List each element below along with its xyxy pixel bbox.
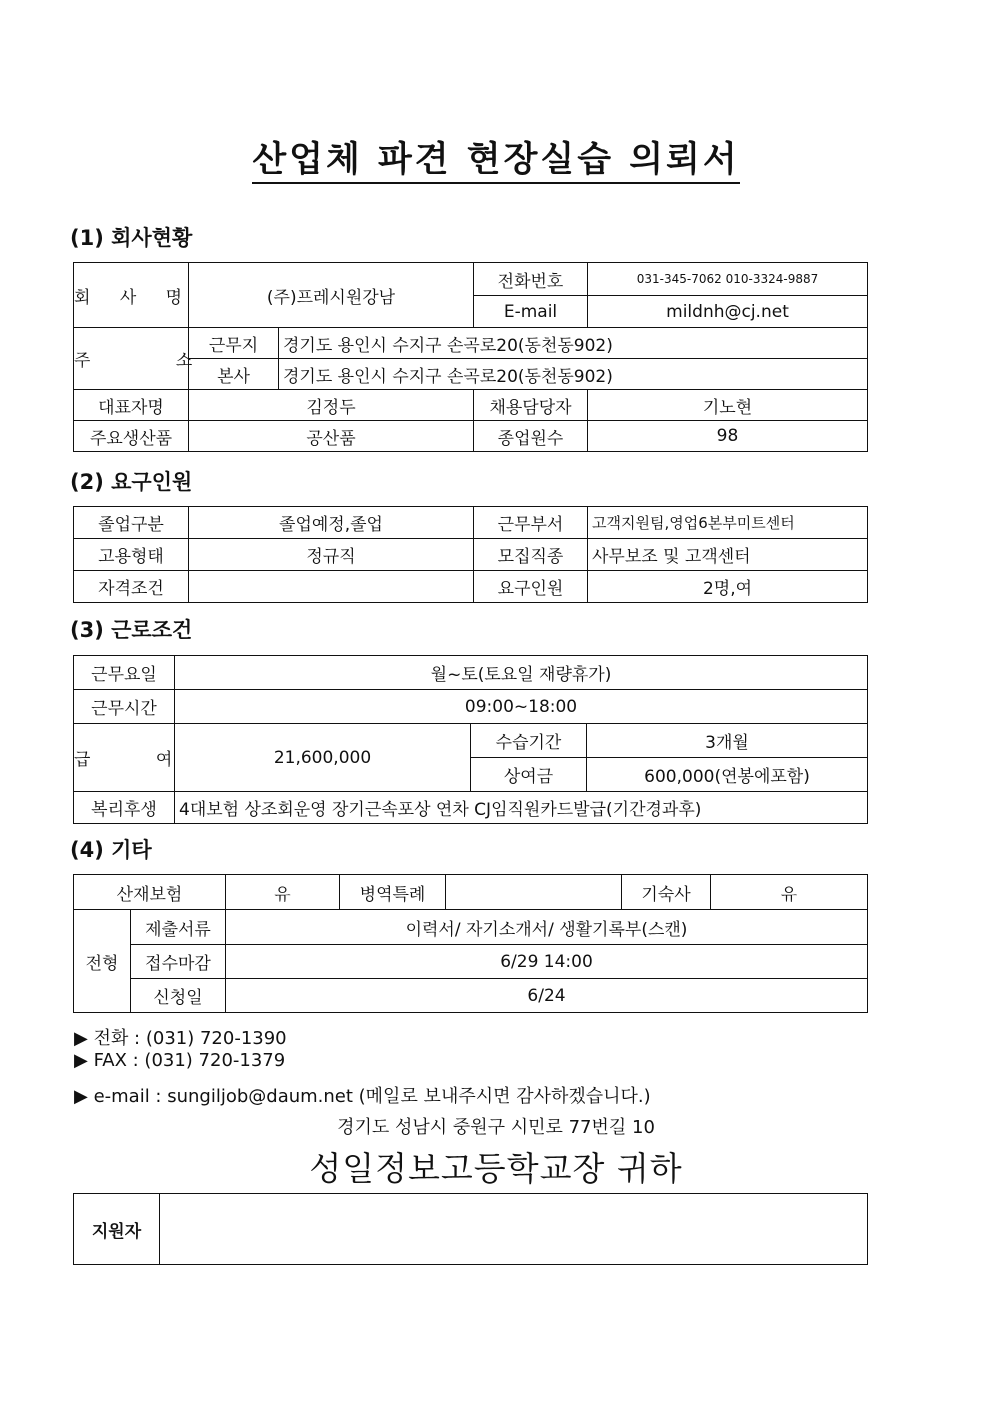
dept-value: 고객지원팀,영업6본부미트센터 [588, 507, 868, 539]
company-table [73, 262, 868, 452]
probation-value: 3개월 [587, 724, 868, 758]
requirements-table [73, 506, 868, 603]
docs-label: 제출서류 [131, 910, 226, 945]
applicant-field[interactable] [160, 1194, 868, 1265]
deadline-value: 6/29 14:00 [226, 945, 868, 979]
school-address: 경기도 성남시 중원구 시민로 77번길 10 [337, 1117, 655, 1138]
section-etc-heading: (4) 기타 [70, 838, 152, 862]
req-label: 요구인원 [474, 571, 588, 603]
apply-date-value: 6/24 [226, 979, 868, 1013]
job-label: 모집직종 [474, 539, 588, 571]
grad-value: 졸업예정,졸업 [189, 507, 474, 539]
military-value [446, 875, 622, 910]
conditions-table [73, 655, 868, 824]
applicant-label: 지원자 [74, 1194, 160, 1265]
salary-label: 급 여 [74, 724, 175, 792]
selection-label: 전형 [74, 910, 131, 1013]
hq-address: 경기도 용인시 수지구 손곡로20(동천동902) [279, 359, 868, 390]
ceo-label: 대표자명 [74, 390, 189, 421]
section-company-heading: (1) 회사현황 [70, 226, 193, 250]
dorm-label: 기숙사 [622, 875, 711, 910]
apply-date-label: 신청일 [131, 979, 226, 1013]
insurance-value: 유 [226, 875, 340, 910]
grad-label: 졸업구분 [74, 507, 189, 539]
qual-label: 자격조건 [74, 571, 189, 603]
docs-value: 이력서/ 자기소개서/ 생활기록부(스캔) [226, 910, 868, 945]
hours-value: 09:00~18:00 [175, 690, 868, 724]
email-label: E-mail [474, 296, 588, 328]
hr-name: 기노현 [588, 390, 868, 421]
contact-fax: ▶ FAX : (031) 720-1379 [74, 1050, 286, 1071]
military-label: 병역특례 [340, 875, 446, 910]
insurance-label: 산재보험 [74, 875, 226, 910]
hq-label: 본사 [189, 359, 279, 390]
contact-phone: ▶ 전화 : (031) 720-1390 [74, 1028, 287, 1049]
product: 공산품 [189, 421, 474, 452]
address-label: 주 소 [74, 328, 189, 390]
qual-value [189, 571, 474, 603]
probation-label: 수습기간 [471, 724, 587, 758]
salary-value: 21,600,000 [175, 724, 471, 792]
hr-label: 채용담당자 [474, 390, 588, 421]
work-site-address: 경기도 용인시 수지구 손곡로20(동천동902) [279, 328, 868, 359]
phone-label: 전화번호 [474, 263, 588, 296]
work-site-label: 근무지 [189, 328, 279, 359]
company-email: mildnh@cj.net [588, 296, 868, 328]
section-requirements-heading: (2) 요구인원 [70, 470, 193, 494]
days-value: 월~토(토요일 재량휴가) [175, 656, 868, 690]
req-value: 2명,여 [588, 571, 868, 603]
emp-type-label: 고용형태 [74, 539, 189, 571]
contact-email: ▶ e-mail : sungiljob@daum.net (메일로 보내주시면 감사하겠습니다.) [74, 1086, 651, 1107]
company-name-label: 회 사 명 [74, 263, 189, 328]
ceo-name: 김정두 [189, 390, 474, 421]
welfare-label: 복리후생 [74, 792, 175, 824]
document-title: 산업체 파견 현장실습 의뢰서 [0, 132, 992, 182]
deadline-label: 접수마감 [131, 945, 226, 979]
company-phone: 031-345-7062 010-3324-9887 [588, 263, 868, 296]
product-label: 주요생산품 [74, 421, 189, 452]
employees-label: 종업원수 [474, 421, 588, 452]
company-name: (주)프레시원강남 [189, 263, 474, 328]
welfare-value: 4대보험 상조회운영 장기근속포상 연차 CJ임직원카드발급(기간경과후) [175, 792, 868, 824]
employees: 98 [588, 421, 868, 452]
bonus-value: 600,000(연봉에포함) [587, 758, 868, 792]
etc-table [73, 874, 868, 1013]
dept-label: 근무부서 [474, 507, 588, 539]
recipient: 성일정보고등학교장 귀하 [309, 1149, 683, 1188]
job-value: 사무보조 및 고객센터 [588, 539, 868, 571]
dorm-value: 유 [711, 875, 868, 910]
section-conditions-heading: (3) 근로조건 [70, 618, 193, 642]
hours-label: 근무시간 [74, 690, 175, 724]
applicant-table [73, 1193, 868, 1265]
days-label: 근무요일 [74, 656, 175, 690]
bonus-label: 상여금 [471, 758, 587, 792]
emp-type-value: 정규직 [189, 539, 474, 571]
